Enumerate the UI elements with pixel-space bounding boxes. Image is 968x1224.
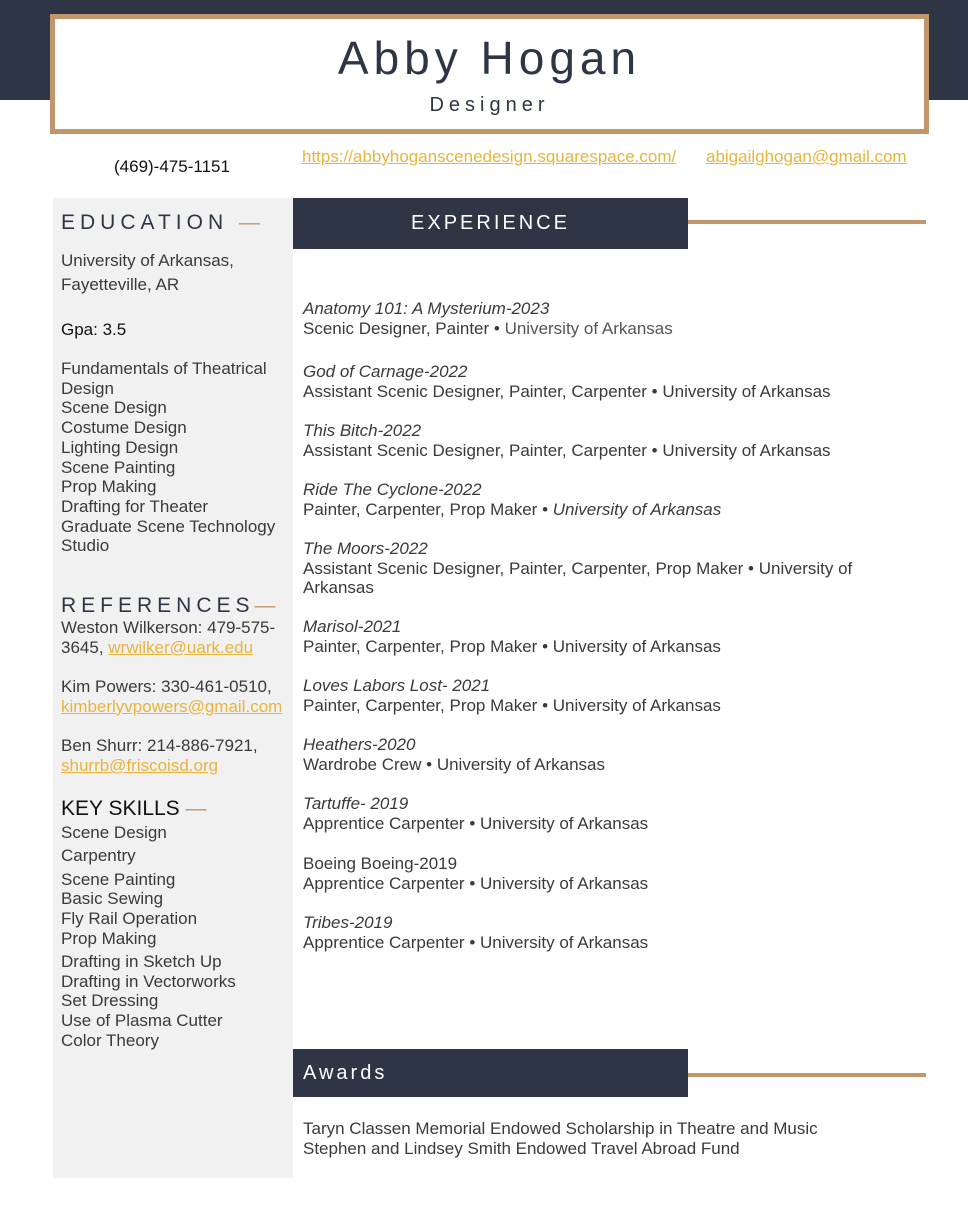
skill-item: Color Theory: [61, 1031, 159, 1050]
course-item: Costume Design: [61, 418, 187, 438]
course-item: Lighting Design: [61, 437, 179, 457]
reference-email-link[interactable]: shurrb@friscoisd.org: [61, 755, 219, 775]
skill-item: Scene Design: [61, 823, 167, 842]
skill-item: Carpentry: [61, 846, 136, 865]
experience-item: Heathers-2020 Wardrobe Crew • University of Arkansas: [303, 735, 883, 774]
skill-item: Drafting in Sketch Up: [61, 952, 222, 971]
heading-dash: —: [185, 797, 207, 820]
phone-number: (469)-475-1151: [114, 157, 230, 176]
experience-title: Anatomy 101: A Mysterium-2023: [303, 299, 550, 318]
education-heading: EDUCATION —: [61, 211, 260, 234]
education-courses: [61, 359, 275, 556]
experience-title: God of Carnage-2022: [303, 362, 468, 381]
reference-email-link[interactable]: wrwilker@uark.edu: [108, 637, 254, 657]
experience-item: Tartuffe- 2019 Apprentice Carpenter • University of Arkansas: [303, 794, 883, 833]
course-item: Drafting for Theater: [61, 496, 209, 516]
course-item: Scene Painting: [61, 457, 176, 477]
award-item: Taryn Classen Memorial Endowed Scholarship in Theatre and Music: [303, 1119, 818, 1138]
experience-title: Marisol-2021: [303, 617, 402, 636]
award-item: Stephen and Lindsey Smith Endowed Travel Abroad Fund: [303, 1139, 740, 1158]
experience-item: The Moors-2022 Assistant Scenic Designer, Painter, Carpenter, Prop Maker • University of Arkansas: [303, 539, 873, 598]
awards-rule: [688, 1073, 926, 1077]
skill-item: Fly Rail Operation: [61, 909, 198, 928]
experience-rule: [688, 220, 926, 224]
heading-dash: —: [238, 211, 260, 234]
email-link[interactable]: abigailghogan@gmail.com: [706, 147, 907, 166]
course-item: Studio: [61, 536, 110, 556]
skill-item: Use of Plasma Cutter: [61, 1011, 223, 1030]
course-item: Prop Making: [61, 477, 157, 497]
experience-title: Ride The Cyclone-2022: [303, 480, 482, 499]
experience-title: Loves Labors Lost- 2021: [303, 676, 491, 695]
resume-name: Abby Hogan: [337, 32, 642, 84]
education-gpa: Gpa: 3.5: [61, 320, 127, 339]
experience-title: The Moors-2022: [303, 539, 428, 558]
experience-item: Ride The Cyclone-2022 Painter, Carpenter, Prop Maker • University of Arkansas: [303, 480, 883, 519]
skills-heading: KEY SKILLS —: [61, 797, 207, 820]
experience-item: Tribes-2019 Apprentice Carpenter • University of Arkansas: [303, 913, 883, 952]
heading-dash: —: [254, 594, 276, 617]
skill-item: Prop Making: [61, 929, 157, 948]
reference-item: Ben Shurr: 214-886-7921, shurrb@friscoisd.org: [61, 736, 258, 775]
experience-item: Loves Labors Lost- 2021 Painter, Carpenter, Prop Maker • University of Arkansas: [303, 676, 883, 715]
course-item: Scene Design: [61, 398, 167, 418]
experience-title: Tribes-2019: [303, 913, 393, 932]
course-item: Graduate Scene Technology: [61, 516, 276, 536]
reference-item: Weston Wilkerson: 479-575- 3645, wrwilker@uark.edu: [61, 618, 276, 657]
experience-title: Tartuffe- 2019: [303, 794, 409, 813]
experience-item: God of Carnage-2022 Assistant Scenic Designer, Painter, Carpenter • University of Arkansas: [303, 362, 883, 401]
experience-item: Marisol-2021 Painter, Carpenter, Prop Maker • University of Arkansas: [303, 617, 883, 656]
skill-item: Drafting in Vectorworks: [61, 972, 236, 991]
experience-title: Boeing Boeing-2019: [303, 854, 458, 873]
course-item: Fundamentals of Theatrical: [61, 359, 267, 378]
experience-title: Heathers-2020: [303, 735, 416, 754]
experience-item: Boeing Boeing-2019 Apprentice Carpenter • University of Arkansas: [303, 854, 883, 893]
references-heading: REFERENCES—: [61, 594, 276, 617]
course-item: Design: [61, 378, 114, 398]
experience-heading: EXPERIENCE: [293, 198, 688, 249]
skill-item: Scene Painting: [61, 870, 176, 889]
awards-heading: Awards: [293, 1049, 688, 1097]
name-box: [50, 14, 929, 134]
experience-title: This Bitch-2022: [303, 421, 422, 440]
skill-item: Set Dressing: [61, 991, 159, 1010]
awards-list: [303, 1119, 818, 1159]
reference-item: Kim Powers: 330-461-0510, kimberlyvpowers@gmail.com: [61, 677, 283, 716]
experience-item: This Bitch-2022 Assistant Scenic Designer, Painter, Carpenter • University of Arkansas: [303, 421, 883, 460]
skill-item: Basic Sewing: [61, 889, 164, 908]
website-link[interactable]: https://abbyhoganscenedesign.squarespace.com/: [302, 147, 677, 166]
education-school: University of Arkansas, Fayetteville, AR: [61, 251, 234, 294]
resume-title: Designer: [429, 94, 550, 116]
experience-item: Anatomy 101: A Mysterium-2023 Scenic Designer, Painter • University of Arkansas: [303, 299, 883, 338]
reference-email-link[interactable]: kimberlyvpowers@gmail.com: [61, 696, 283, 716]
